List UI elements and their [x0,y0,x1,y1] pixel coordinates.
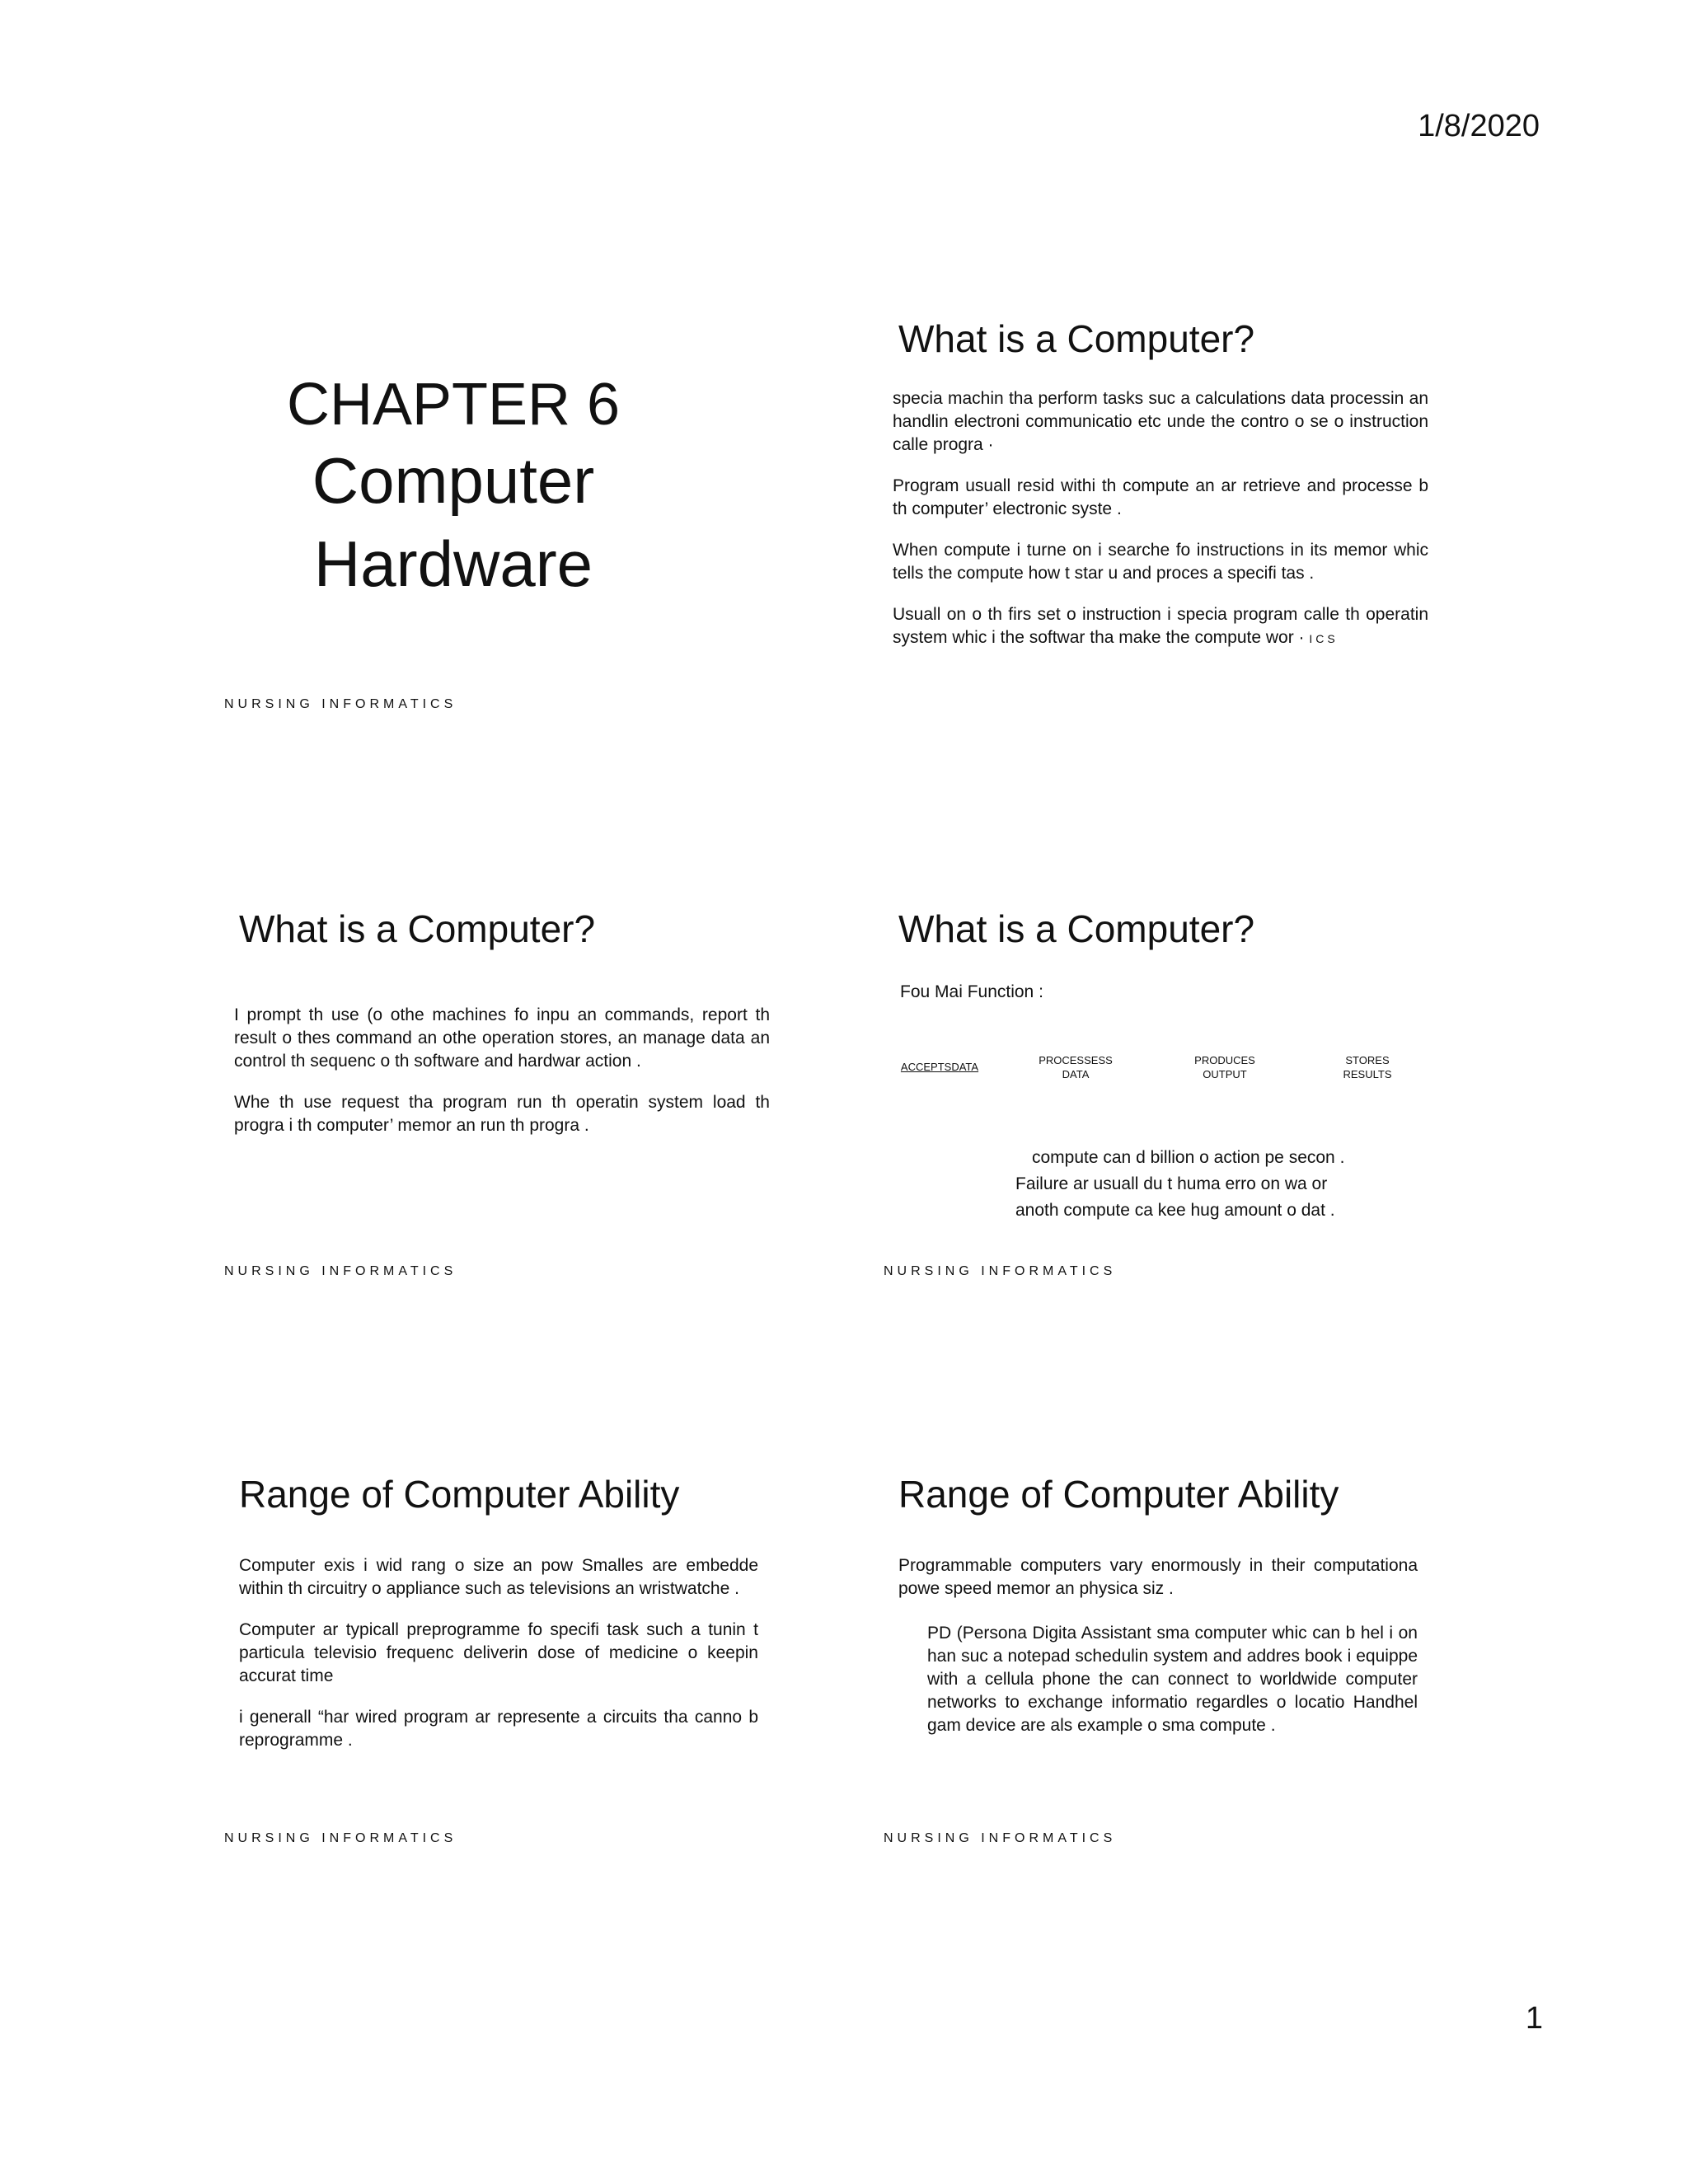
slide-3-title: What is a Computer? [239,907,596,950]
slide-3-footer: NURSING INFORMATICS [224,1264,457,1278]
slide-5-footer: NURSING INFORMATICS [224,1831,457,1845]
slide-5-body [239,1554,758,1770]
slide-2-paragraph-4: Usuall on o th firs set o instruction i specia program calle th operatin system whic i the softwar tha make the compute wor · ICS [893,605,1428,647]
document-date: 1/8/2020 [1418,109,1540,143]
page-number: 1 [1525,2001,1543,2036]
slide-6-body-intro [898,1554,1418,1619]
slide-4-footer: NURSING INFORMATICS [884,1264,1117,1278]
chapter-title-line-2: Hardware [313,527,593,601]
slide-2-footer-fragment: ICS [1309,632,1339,645]
slide-5-title: Range of Computer Ability [239,1473,680,1516]
slide-1-footer: NURSING INFORMATICS [224,697,457,711]
function-stores-results: STORES RESULTS [1343,1054,1392,1080]
slide-1-title-block [223,371,684,607]
slide-3-paragraph-2: Whe th use request tha program run th operatin system load th progra i th computer’ memor an run th progra . [234,1093,770,1135]
slide-3-paragraph-1: I prompt th use (o othe machines fo inpu an commands, report th result o thes command an othe operation stores, an manage data an control th sequenc o th software and hardwar action . [234,1005,770,1071]
slide-6-footer: NURSING INFORMATICS [884,1831,1117,1845]
slide-3-body [234,1004,770,1155]
function-produces-output: PRODUCES OUTPUT [1194,1054,1255,1080]
slide-5-paragraph-2: Computer ar typicall preprogramme fo specifi task such a tunin t particula televisio frequenc deliverin dose of medicine o keepin accurat time [239,1620,758,1685]
slide-2-paragraph-2: Program usuall resid withi th compute an ar retrieve and processe b th computer’ electronic syste . [893,476,1428,518]
chapter-label: CHAPTER 6 [286,372,621,438]
slide-4-subtitle: Fou Mai Function : [900,982,1043,1001]
slide-2-title: What is a Computer? [898,317,1255,360]
slide-6-paragraph-1: Programmable computers vary enormously in their computationa powe speed memor an physica siz . [898,1556,1418,1598]
function-accepts-data: ACCEPTSDATA [900,1061,979,1073]
slide-5-paragraph-1: Computer exis i wid rang o size an pow Smalles are embedde within th circuitry o appliance such as televisions an wristwatche . [239,1556,758,1598]
slide-5-paragraph-3: i generall “har wired program ar represente a circuits tha canno b reprogramme . [239,1708,758,1750]
function-processes-data: PROCESSESS DATA [1039,1054,1113,1080]
slide-6-body-detail [927,1622,1418,1755]
slide-2-paragraph-3: When compute i turne on i searche fo instructions in its memor whic tells the compute how t star u and proces a specifi tas . [893,541,1428,583]
slide-4-note-line-3: anoth compute ca kee hug amount o dat . [1015,1201,1335,1220]
chapter-title-line-1: Computer [312,443,595,517]
slide-6-title: Range of Computer Ability [898,1473,1339,1516]
slide-6-paragraph-2: PD (Persona Digita Assistant sma computer whic can b hel i on han suc a notepad schedulin system and addres book i equippe with a cellula phone the can connect to worldwide computer networks to exchange informatio regardles o locatio Handhel gam device are als example o sma compute . [927,1624,1418,1735]
slide-4-note-line-1: compute can d billion o action pe secon . [1032,1148,1345,1167]
slide-4-title: What is a Computer? [898,907,1255,950]
slide-4-note [1015,1145,1345,1224]
slide-4-note-line-2: Failure ar usuall du t huma erro on wa or [1015,1174,1328,1193]
slide-2-body [893,387,1428,650]
slide-2-paragraph-1: specia machin tha perform tasks suc a calculations data processin an handlin electroni communicatio etc unde the contro o se o instruction calle progra · [893,389,1428,454]
